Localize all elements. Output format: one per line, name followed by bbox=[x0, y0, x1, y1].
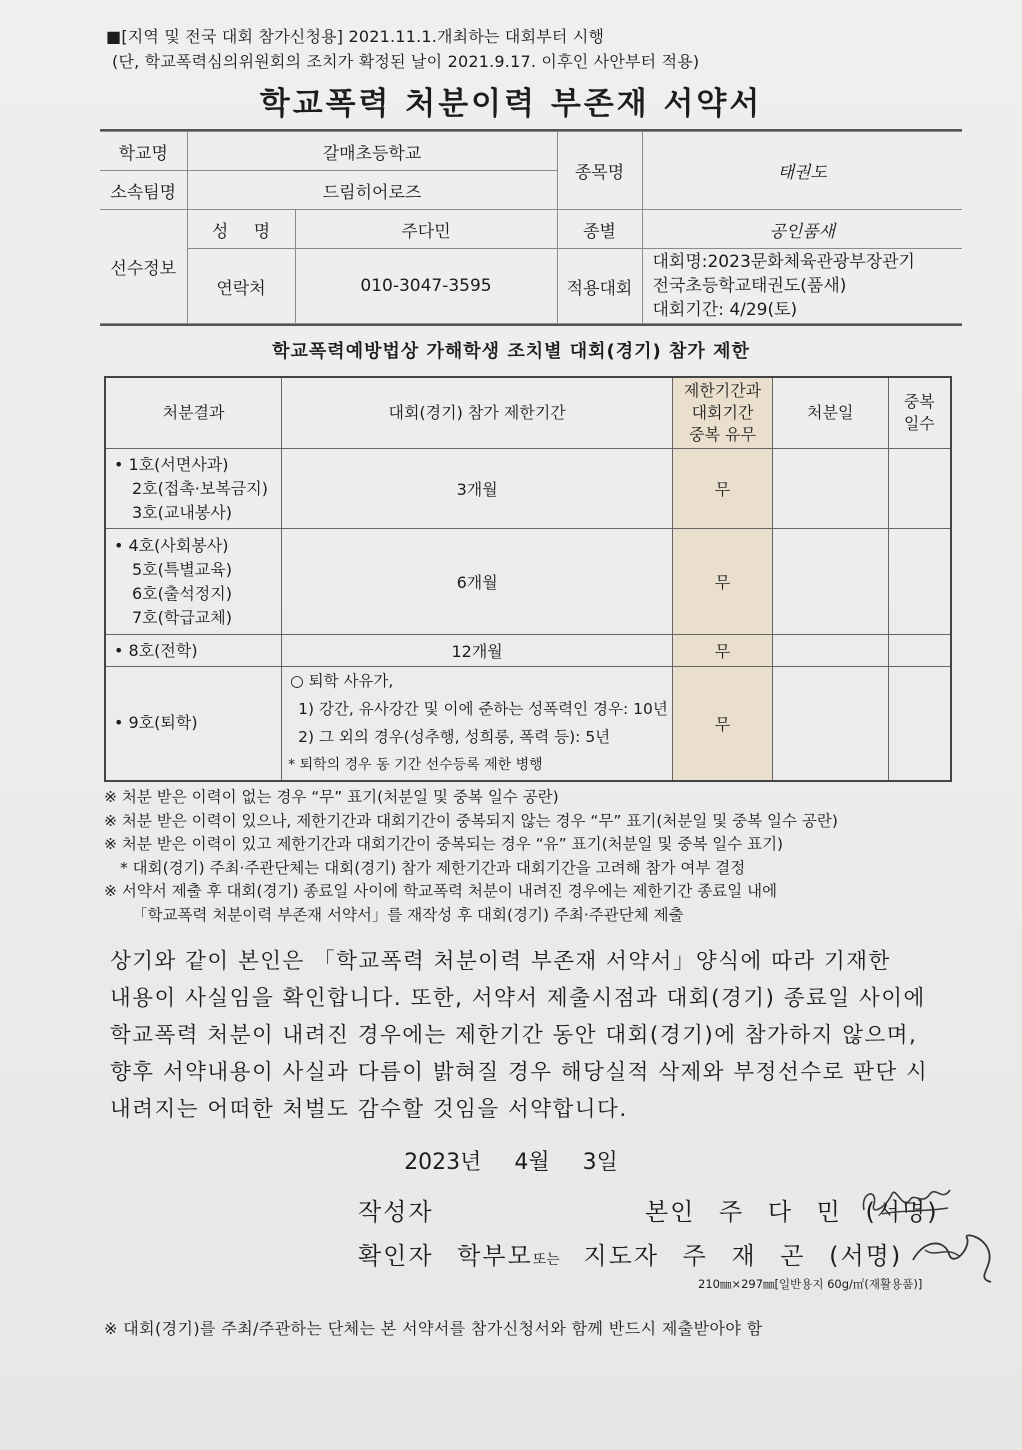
contact-value: 010-3047-3595 bbox=[295, 249, 557, 324]
writer-label: 작성자 bbox=[358, 1198, 434, 1226]
competition-value bbox=[642, 249, 962, 324]
team-value: 드림히어로즈 bbox=[187, 171, 557, 210]
table-row bbox=[105, 449, 951, 529]
reason-line: ○ 퇴학 사유가, bbox=[290, 672, 394, 691]
restriction-table bbox=[104, 376, 952, 782]
notes-list bbox=[104, 786, 984, 928]
confirm-role-parent: 학부모 bbox=[457, 1242, 533, 1270]
code-item: 5호(특별교육) bbox=[132, 559, 232, 579]
pledge-line: 향후 서약내용이 사실과 다름이 밝혀질 경우 해당실적 삭제와 부정선수로 판단 시 bbox=[110, 1060, 929, 1085]
codes-cell bbox=[105, 667, 282, 781]
note-item: ※ 처분 받은 이력이 있고 제한기간과 대회기간이 중복되는 경우 “유” 표기(처분일 및 중복 일수 표기) bbox=[104, 835, 784, 854]
pledge-paragraph bbox=[110, 943, 940, 1128]
period-cell: 3개월 bbox=[282, 449, 673, 529]
event-value: 태권도 bbox=[642, 132, 962, 210]
date-cell bbox=[772, 449, 888, 529]
school-label: 학교명 bbox=[100, 132, 187, 171]
reason-line: 2) 그 외의 경우(성추행, 성희롱, 폭력 등): 5년 bbox=[298, 728, 611, 747]
confirm-sign-placeholder: (서명) bbox=[829, 1242, 903, 1270]
competition-name: 대회명:2023문화체육관광부장관기 bbox=[652, 252, 915, 272]
pledge-line: 학교폭력 처분이 내려진 경우에는 제한기간 동안 대회(경기)에 참가하지 않으며, bbox=[110, 1023, 918, 1048]
note-item: 「학교폭력 처분이력 부존재 서약서」를 재작성 후 대회(경기) 주최·주관단체 제출 bbox=[132, 905, 684, 924]
days-cell bbox=[888, 449, 951, 529]
code-item: 6호(출석정지) bbox=[132, 583, 232, 603]
code-item: 2호(접촉·보복금지) bbox=[132, 478, 268, 498]
date-cell bbox=[772, 635, 888, 667]
note-item: ※ 서약서 제출 후 대회(경기) 종료일 사이에 학교폭력 처분이 내려진 경우에는 제한기간 종료일 내에 bbox=[104, 882, 778, 901]
confirm-or: 또는 bbox=[532, 1252, 560, 1268]
codes-cell bbox=[105, 449, 282, 529]
header-days-line2: 일수 bbox=[903, 414, 935, 433]
pledge-line: 내용이 사실임을 확인합니다. 또한, 서약서 제출시점과 대회(경기) 종료일 사이에 bbox=[110, 986, 926, 1011]
days-cell bbox=[888, 635, 951, 667]
reason-line: 1) 강간, 유사강간 및 이에 준하는 성폭력인 경우: 10년 bbox=[298, 700, 668, 719]
writer-name: 주 다 민 bbox=[719, 1198, 842, 1226]
codes-cell bbox=[105, 529, 282, 635]
overlap-cell: 무 bbox=[673, 449, 773, 529]
paper-spec: 210㎜×297㎜[일반용지 60g/㎡(재활용품)] bbox=[698, 1277, 923, 1291]
name-label: 성 명 bbox=[187, 210, 295, 249]
table-row bbox=[105, 529, 951, 635]
table-row bbox=[105, 667, 951, 781]
document-title: 학교폭력 처분이력 부존재 서약서 bbox=[259, 86, 763, 122]
competition-period: 대회기간: 4/29(토) bbox=[652, 300, 798, 320]
period-cell bbox=[282, 667, 673, 781]
code-item: • 8호(전학) bbox=[114, 640, 198, 660]
code-item: • 1호(서면사과) bbox=[114, 454, 229, 474]
header-days-line1: 중복 bbox=[903, 392, 935, 411]
days-cell bbox=[888, 529, 951, 635]
confirm-name: 주 재 곤 bbox=[682, 1242, 806, 1270]
code-item: • 9호(퇴학) bbox=[114, 713, 198, 733]
event-label: 종목명 bbox=[557, 132, 642, 210]
note-item: ※ 처분 받은 이력이 있으나, 제한기간과 대회기간이 중복되지 않는 경우 “무” 표기(처분일 및 중복 일수 공란) bbox=[104, 811, 838, 830]
confirm-label: 확인자 bbox=[358, 1242, 434, 1270]
header-overlap bbox=[673, 377, 773, 449]
team-label: 소속팀명 bbox=[100, 171, 187, 210]
header-overlap-line3: 중복 유무 bbox=[689, 425, 756, 444]
overlap-cell: 무 bbox=[673, 529, 773, 635]
overlap-cell: 무 bbox=[673, 667, 773, 781]
code-item: 7호(학급교체) bbox=[132, 607, 232, 627]
name-value: 주다민 bbox=[295, 210, 557, 249]
days-cell bbox=[888, 667, 951, 781]
pledge-line: 내려지는 어떠한 처벌도 감수할 것임을 서약합니다. bbox=[110, 1097, 628, 1122]
note-item: * 대회(경기) 주최·주관단체는 대회(경기) 참가 제한기간과 대회기간을 고려해 참가 여부 결정 bbox=[120, 858, 746, 877]
header-days bbox=[888, 377, 951, 449]
info-table bbox=[100, 129, 962, 326]
note-item: ※ 처분 받은 이력이 없는 경우 “무” 표기(처분일 및 중복 일수 공란) bbox=[104, 788, 559, 806]
category-label: 종별 bbox=[557, 210, 642, 249]
athlete-label: 선수정보 bbox=[100, 210, 187, 324]
reason-line: * 퇴학의 경우 동 기간 선수등록 제한 병행 bbox=[288, 757, 543, 774]
footnote: ※ 대회(경기)를 주최/주관하는 단체는 본 서약서를 참가신청서와 함께 반드시 제출받아야 함 bbox=[104, 1319, 763, 1338]
header-overlap-line1: 제한기간과 bbox=[683, 381, 762, 400]
period-cell: 6개월 bbox=[282, 529, 673, 635]
confirm-signature-line bbox=[358, 1236, 902, 1271]
codes-cell bbox=[105, 635, 282, 667]
competition-name-2: 전국초등학교태권도(품새) bbox=[652, 276, 847, 296]
competition-label: 적용대회 bbox=[557, 249, 642, 324]
notice-line-2: (단, 학교폭력심의위원회의 조치가 확정된 날이 2021.9.17. 이후인 사안부터 적용) bbox=[112, 52, 700, 71]
confirm-role-coach: 지도자 bbox=[583, 1242, 660, 1270]
notice-line-1: ■[지역 및 전국 대회 참가신청용] 2021.11.1.개최하는 대회부터 시행 bbox=[106, 27, 605, 46]
code-item: 3호(교내봉사) bbox=[132, 502, 232, 522]
restriction-subtitle: 학교폭력예방법상 가해학생 조치별 대회(경기) 참가 제한 bbox=[272, 341, 750, 362]
contact-label: 연락처 bbox=[187, 249, 295, 324]
date-cell bbox=[772, 529, 888, 635]
writer-role: 본인 bbox=[645, 1198, 696, 1226]
header-date: 처분일 bbox=[772, 377, 888, 449]
table-row bbox=[105, 635, 951, 667]
school-value: 갈매초등학교 bbox=[187, 132, 557, 171]
writer-sign-placeholder: (서명) bbox=[865, 1198, 939, 1226]
header-period: 대회(경기) 참가 제한기간 bbox=[282, 377, 673, 449]
header-overlap-line2: 대회기간 bbox=[691, 403, 754, 422]
pledge-date: 2023년 4월 3일 bbox=[404, 1150, 618, 1175]
category-value: 공인품새 bbox=[642, 210, 962, 249]
period-cell: 12개월 bbox=[282, 635, 673, 667]
header-result: 처분결과 bbox=[105, 377, 282, 449]
overlap-cell: 무 bbox=[673, 635, 773, 667]
writer-handwritten-signature bbox=[852, 1180, 962, 1226]
pledge-line: 상기와 같이 본인은 「학교폭력 처분이력 부존재 서약서」양식에 따라 기재한 bbox=[110, 949, 891, 974]
date-cell bbox=[772, 667, 888, 781]
code-item: • 4호(사회봉사) bbox=[114, 535, 229, 555]
